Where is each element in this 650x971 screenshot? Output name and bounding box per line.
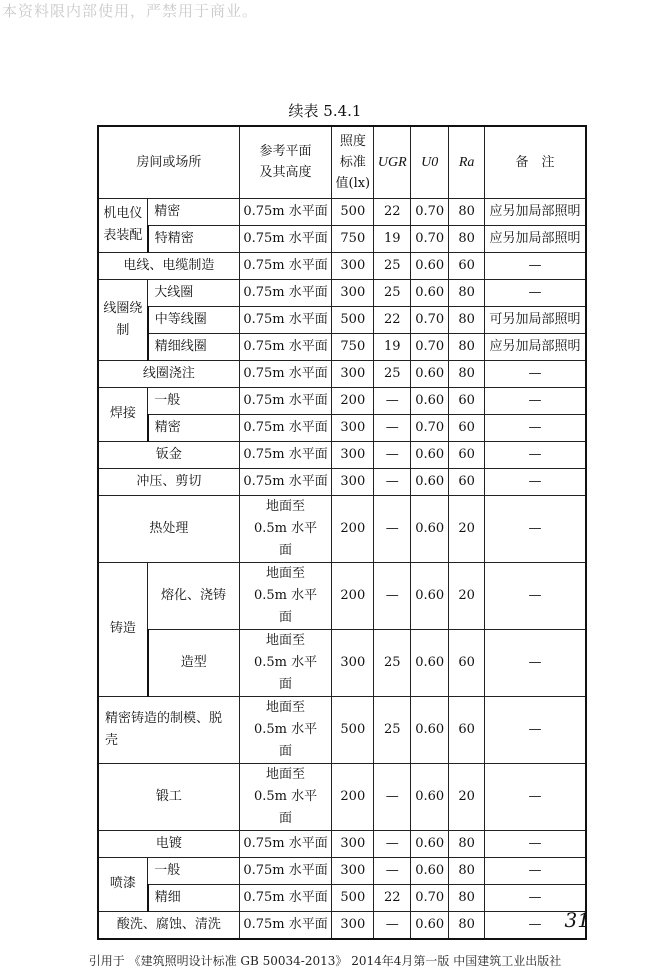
note-cell: — xyxy=(485,441,586,468)
u0-cell: 0.70 xyxy=(411,225,449,252)
plane-cell: 0.75m 水平面 xyxy=(239,468,332,495)
ra-cell: 80 xyxy=(449,198,485,225)
ugr-cell: 19 xyxy=(374,225,411,252)
sub-place: 精密 xyxy=(148,414,239,441)
plane-cell: 0.75m 水平面 xyxy=(239,911,332,939)
ugr-cell: — xyxy=(374,562,411,629)
table-row xyxy=(98,333,586,360)
header-ra: Ra xyxy=(449,126,485,198)
ra-cell: 60 xyxy=(449,252,485,279)
table-row xyxy=(98,468,586,495)
lux-cell: 200 xyxy=(332,562,374,629)
u0-cell: 0.60 xyxy=(411,252,449,279)
ugr-cell: — xyxy=(374,414,411,441)
note-cell: — xyxy=(485,629,586,696)
ugr-cell: — xyxy=(374,857,411,884)
note-cell: — xyxy=(485,279,586,306)
header-u0: U0 xyxy=(411,126,449,198)
ugr-cell: — xyxy=(374,763,411,830)
lux-cell: 300 xyxy=(332,911,374,939)
lux-cell: 300 xyxy=(332,830,374,857)
u0-cell: 0.60 xyxy=(411,495,449,562)
table-row xyxy=(98,252,586,279)
u0-cell: 0.60 xyxy=(411,763,449,830)
note-cell: — xyxy=(485,387,586,414)
sub-place: 精细线圈 xyxy=(148,333,239,360)
ra-cell: 80 xyxy=(449,225,485,252)
illuminance-table xyxy=(97,125,587,940)
u0-cell: 0.60 xyxy=(411,562,449,629)
lux-cell: 300 xyxy=(332,857,374,884)
place-cell: 热处理 xyxy=(98,495,239,562)
place-cell: 冲压、剪切 xyxy=(98,468,239,495)
ra-cell: 60 xyxy=(449,696,485,763)
u0-cell: 0.60 xyxy=(411,629,449,696)
plane-cell: 地面至 0.5m 水平面 xyxy=(239,696,332,763)
table-row xyxy=(98,830,586,857)
plane-cell: 0.75m 水平面 xyxy=(239,830,332,857)
note-cell: — xyxy=(485,495,586,562)
header-ugr: UGR xyxy=(374,126,411,198)
u0-cell: 0.60 xyxy=(411,696,449,763)
lux-cell: 300 xyxy=(332,279,374,306)
note-cell: — xyxy=(485,252,586,279)
sub-place: 精密 xyxy=(148,198,239,225)
plane-cell: 0.75m 水平面 xyxy=(239,857,332,884)
ugr-cell: — xyxy=(374,468,411,495)
note-cell: — xyxy=(485,830,586,857)
table-row xyxy=(98,911,586,939)
sub-place: 造型 xyxy=(148,629,239,696)
ra-cell: 60 xyxy=(449,629,485,696)
table-row xyxy=(98,441,586,468)
place-cell: 锻工 xyxy=(98,763,239,830)
plane-cell: 地面至 0.5m 水平面 xyxy=(239,763,332,830)
plane-cell: 0.75m 水平面 xyxy=(239,198,332,225)
ugr-cell: 25 xyxy=(374,629,411,696)
place-cell: 线圈浇注 xyxy=(98,360,239,387)
ugr-cell: 22 xyxy=(374,306,411,333)
sub-place: 一般 xyxy=(148,387,239,414)
table-row xyxy=(98,884,586,911)
u0-cell: 0.60 xyxy=(411,830,449,857)
lux-cell: 500 xyxy=(332,306,374,333)
note-cell: — xyxy=(485,884,586,911)
place-cell: 酸洗、腐蚀、清洗 xyxy=(98,911,239,939)
note-cell: 应另加局部照明 xyxy=(485,198,586,225)
u0-cell: 0.70 xyxy=(411,198,449,225)
note-cell: — xyxy=(485,857,586,884)
table-row xyxy=(98,857,586,884)
ugr-cell: 25 xyxy=(374,360,411,387)
note-cell: — xyxy=(485,911,586,939)
u0-cell: 0.60 xyxy=(411,360,449,387)
plane-cell: 地面至 0.5m 水平面 xyxy=(239,629,332,696)
note-cell: 应另加局部照明 xyxy=(485,333,586,360)
sub-place: 一般 xyxy=(148,857,239,884)
note-cell: 可另加局部照明 xyxy=(485,306,586,333)
lux-cell: 300 xyxy=(332,252,374,279)
place-cell: 电镀 xyxy=(98,830,239,857)
lux-cell: 300 xyxy=(332,414,374,441)
u0-cell: 0.60 xyxy=(411,468,449,495)
lux-cell: 750 xyxy=(332,333,374,360)
plane-cell: 0.75m 水平面 xyxy=(239,441,332,468)
table-row xyxy=(98,225,586,252)
lux-cell: 300 xyxy=(332,360,374,387)
sub-place: 熔化、浇铸 xyxy=(148,562,239,629)
ra-cell: 20 xyxy=(449,763,485,830)
u0-cell: 0.70 xyxy=(411,884,449,911)
u0-cell: 0.60 xyxy=(411,279,449,306)
plane-cell: 地面至 0.5m 水平面 xyxy=(239,562,332,629)
ugr-cell: — xyxy=(374,387,411,414)
u0-cell: 0.60 xyxy=(411,387,449,414)
citation-footer: 引用于 《建筑照明设计标准 GB 50034-2013》 2014年4月第一版 中国建筑工业出版社 xyxy=(88,954,562,968)
lux-cell: 300 xyxy=(332,468,374,495)
ra-cell: 80 xyxy=(449,884,485,911)
ugr-cell: — xyxy=(374,441,411,468)
lux-cell: 750 xyxy=(332,225,374,252)
plane-cell: 0.75m 水平面 xyxy=(239,252,332,279)
ugr-cell: — xyxy=(374,830,411,857)
table-row xyxy=(98,387,586,414)
plane-cell: 0.75m 水平面 xyxy=(239,387,332,414)
plane-cell: 0.75m 水平面 xyxy=(239,333,332,360)
ra-cell: 60 xyxy=(449,468,485,495)
plane-cell: 0.75m 水平面 xyxy=(239,225,332,252)
ugr-cell: 22 xyxy=(374,884,411,911)
ra-cell: 80 xyxy=(449,857,485,884)
table-row xyxy=(98,763,586,830)
note-cell: 应另加局部照明 xyxy=(485,225,586,252)
table-caption: 续表 5.4.1 xyxy=(288,102,362,120)
group-label: 喷漆 xyxy=(98,857,148,911)
ugr-cell: 25 xyxy=(374,252,411,279)
sub-place: 中等线圈 xyxy=(148,306,239,333)
ugr-cell: 25 xyxy=(374,279,411,306)
ugr-cell: — xyxy=(374,911,411,939)
ra-cell: 60 xyxy=(449,387,485,414)
ra-cell: 80 xyxy=(449,333,485,360)
note-cell: — xyxy=(485,360,586,387)
ra-cell: 80 xyxy=(449,360,485,387)
u0-cell: 0.60 xyxy=(411,441,449,468)
lux-cell: 500 xyxy=(332,198,374,225)
place-cell: 钣金 xyxy=(98,441,239,468)
note-cell: — xyxy=(485,763,586,830)
ugr-cell: 25 xyxy=(374,696,411,763)
table-row xyxy=(98,306,586,333)
plane-cell: 地面至 0.5m 水平面 xyxy=(239,495,332,562)
header-place: 房间或场所 xyxy=(98,126,239,198)
plane-cell: 0.75m 水平面 xyxy=(239,360,332,387)
u0-cell: 0.70 xyxy=(411,306,449,333)
table-row xyxy=(98,629,586,696)
ugr-cell: 22 xyxy=(374,198,411,225)
table-row xyxy=(98,414,586,441)
ugr-cell: — xyxy=(374,495,411,562)
note-cell: — xyxy=(485,696,586,763)
ra-cell: 80 xyxy=(449,911,485,939)
header-lux: 照度标准值(lx) xyxy=(332,126,374,198)
watermark: 本资料限内部使用，严禁用于商业。 xyxy=(2,2,259,20)
ra-cell: 80 xyxy=(449,306,485,333)
header-row xyxy=(98,126,586,198)
note-cell: — xyxy=(485,468,586,495)
header-note: 备 注 xyxy=(485,126,586,198)
ra-cell: 20 xyxy=(449,562,485,629)
table-row xyxy=(98,562,586,629)
page-number: 31 xyxy=(564,908,590,932)
group-label: 焊接 xyxy=(98,387,148,441)
note-cell: — xyxy=(485,562,586,629)
lux-cell: 500 xyxy=(332,884,374,911)
group-label: 铸造 xyxy=(98,562,148,696)
lux-cell: 200 xyxy=(332,387,374,414)
lux-cell: 200 xyxy=(332,763,374,830)
ra-cell: 80 xyxy=(449,279,485,306)
place-cell: 精密铸造的制模、脱壳 xyxy=(98,696,239,763)
header-plane: 参考平面及其高度 xyxy=(239,126,332,198)
lux-cell: 500 xyxy=(332,696,374,763)
plane-cell: 0.75m 水平面 xyxy=(239,279,332,306)
table-row xyxy=(98,279,586,306)
ugr-cell: 19 xyxy=(374,333,411,360)
table-row xyxy=(98,198,586,225)
u0-cell: 0.70 xyxy=(411,414,449,441)
table-row xyxy=(98,495,586,562)
plane-cell: 0.75m 水平面 xyxy=(239,884,332,911)
u0-cell: 0.60 xyxy=(411,857,449,884)
table-row xyxy=(98,696,586,763)
place-cell: 电线、电缆制造 xyxy=(98,252,239,279)
sub-place: 精细 xyxy=(148,884,239,911)
plane-cell: 0.75m 水平面 xyxy=(239,306,332,333)
lux-cell: 300 xyxy=(332,441,374,468)
table-row xyxy=(98,360,586,387)
lux-cell: 200 xyxy=(332,495,374,562)
u0-cell: 0.60 xyxy=(411,911,449,939)
plane-cell: 0.75m 水平面 xyxy=(239,414,332,441)
ra-cell: 60 xyxy=(449,414,485,441)
lux-cell: 300 xyxy=(332,629,374,696)
sub-place: 特精密 xyxy=(148,225,239,252)
ra-cell: 60 xyxy=(449,441,485,468)
note-cell: — xyxy=(485,414,586,441)
u0-cell: 0.70 xyxy=(411,333,449,360)
sub-place: 大线圈 xyxy=(148,279,239,306)
ra-cell: 20 xyxy=(449,495,485,562)
ra-cell: 80 xyxy=(449,830,485,857)
group-label: 机电仪表装配 xyxy=(98,198,148,252)
group-label: 线圈绕制 xyxy=(98,279,148,360)
